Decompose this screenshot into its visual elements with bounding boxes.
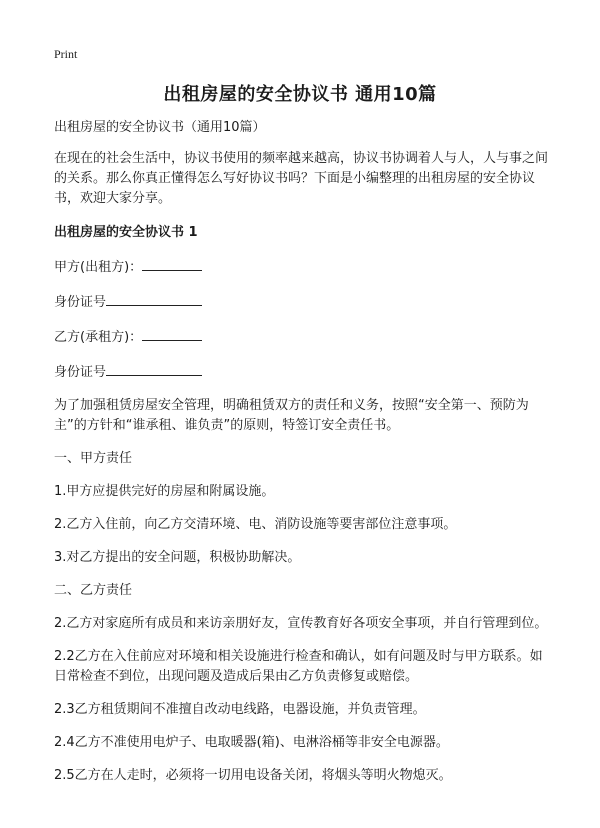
heading-party-a-duties: 一、甲方责任 — [54, 451, 133, 466]
list-item: 3.对乙方提出的安全问题，积极协助解决。 — [54, 550, 301, 565]
list-item: 2.乙方对家庭所有成员和来访亲朋好友，宣传教育好各项安全事项，并自行管理到位。 — [54, 616, 548, 631]
list-item: 2.4乙方不准使用电炉子、电取暖器(箱)、电淋浴桶等非安全电源器。 — [54, 735, 449, 750]
heading-party-b-duties: 二、乙方责任 — [54, 583, 133, 598]
list-item: 2.2乙方在入住前应对环境和相关设施进行检查和确认，如有问题及时与甲方联系。如日常检查不到位，出现问题及造成后果由乙方负责修复或赔偿。 — [54, 649, 543, 684]
party-b-blank — [142, 326, 202, 341]
list-item: 2.5乙方在人走时，必须将一切用电设备关闭，将烟头等明火物熄灭。 — [54, 768, 452, 783]
purpose-paragraph: 为了加强租赁房屋安全管理，明确租赁双方的责任和义务，按照“安全第一、预防为主”的方针和“谁承租、谁负责”的原则，特签订安全责任书。 — [54, 398, 529, 433]
party-a-id-blank — [106, 291, 202, 306]
section-title: 出租房屋的安全协议书 1 — [54, 225, 198, 240]
list-item: 1.甲方应提供完好的房屋和附属设施。 — [54, 484, 275, 499]
party-a-blank — [142, 256, 202, 271]
party-a-id-label: 身份证号 — [54, 295, 107, 310]
party-b-line — [54, 326, 554, 348]
document-subtitle: 出租房屋的安全协议书（通用10篇） — [54, 120, 266, 135]
print-label: Print — [54, 47, 78, 61]
party-b-id-line — [54, 361, 554, 383]
list-item: 2.乙方入住前，向乙方交清环境、电、消防设施等要害部位注意事项。 — [54, 517, 457, 532]
document-body — [54, 118, 554, 786]
page-title: 出租房屋的安全协议书 通用10篇 — [163, 84, 437, 105]
party-a-line — [54, 256, 554, 278]
party-b-label: 乙方(承租方)： — [54, 330, 143, 345]
party-a-id-line — [54, 291, 554, 313]
party-a-label: 甲方(出租方)： — [54, 260, 143, 275]
intro-paragraph: 在现在的社会生活中，协议书使用的频率越来越高，协议书协调着人与人，人与事之间的关系。那么你真正懂得怎么写好协议书吗？下面是小编整理的出租房屋的安全协议书，欢迎大家分享。 — [54, 151, 549, 206]
party-b-id-label: 身份证号 — [54, 365, 107, 380]
list-item: 2.3乙方租赁期间不准擅自改动电线路，电器设施，并负责管理。 — [54, 702, 426, 717]
party-b-id-blank — [106, 361, 202, 376]
